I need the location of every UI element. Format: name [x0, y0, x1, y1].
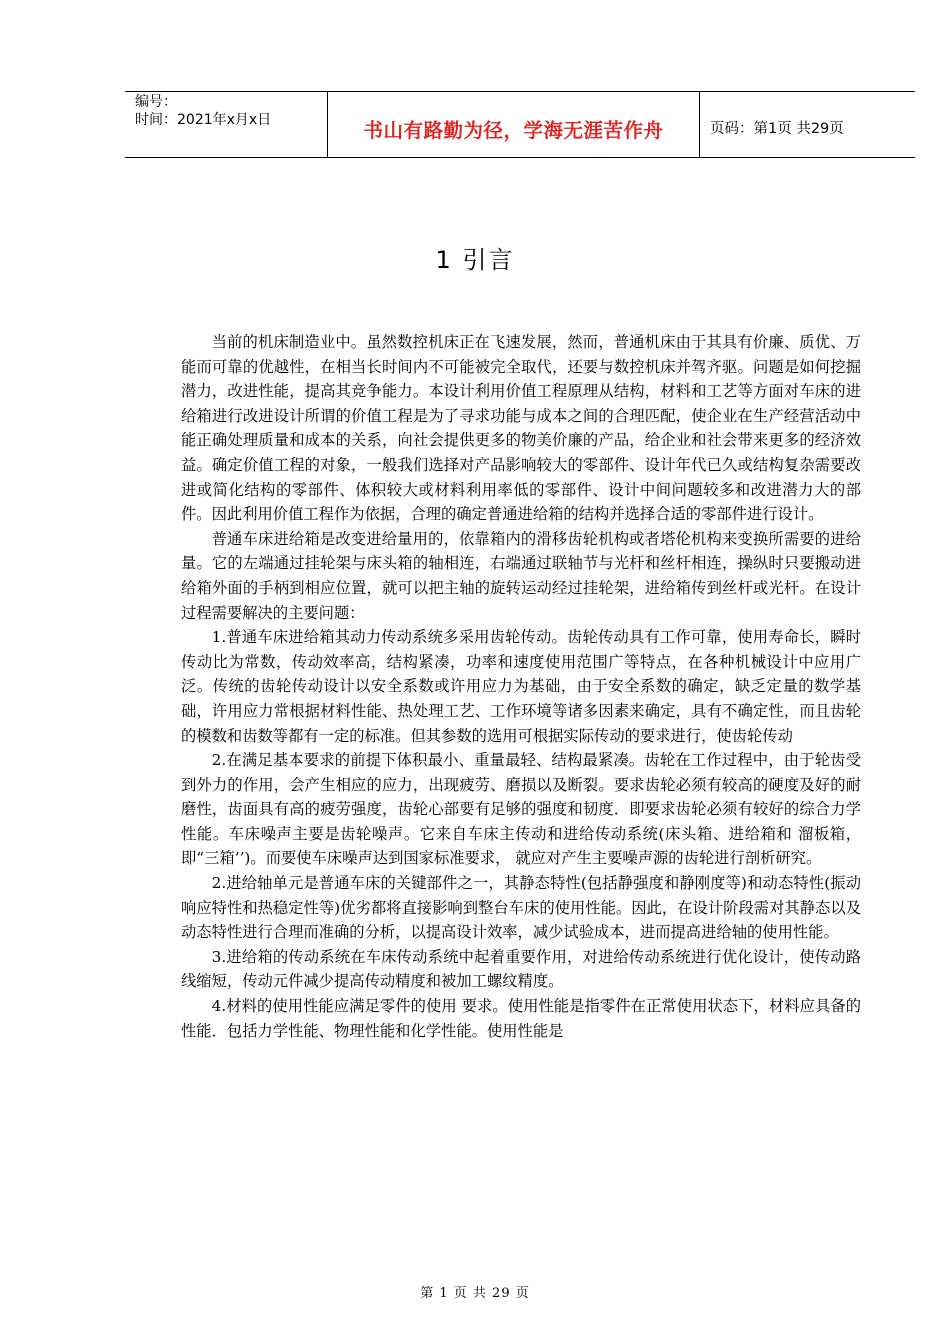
- document-time-label: 时间：2021年x月x日: [135, 112, 272, 128]
- paragraph-4: 2.在满足基本要求的前提下体积最小、重量最轻、结构最紧凑。齿轮在工作过程中，由于轮齿受到外力的作用，会产生相应的应力，出现疲劳、磨损以及断裂。要求齿轮必须有较高的硬度及好的耐磨性，齿面具有高的疲劳强度，齿轮心部要有足够的强度和韧度．即要求齿轮必须有较好的综合力学性能。车床噪声主要是齿轮噪声。它来自车床主传动和进给传动系统(床头箱、进给箱和 溜板箱，即“三箱’’)。而要使车床噪声达到国家标准要求， 就应对产生主要噪声源的齿轮进行剖析研究。: [181, 751, 861, 868]
- paragraph-6: 3.进给箱的传动系统在车床传动系统中起着重要作用，对进给传动系统进行优化设计，使传动路线缩短，传动元件减少提高传动精度和被加工螺纹精度。: [181, 947, 861, 991]
- paragraph-7: 4.材料的使用性能应满足零件的使用 要求。使用性能是指零件在正常使用状态下，材料应具备的性能．包括力学性能、物理性能和化学性能。使用性能是: [181, 997, 861, 1040]
- header-meta-cell: [125, 92, 327, 157]
- paragraph-2: 普通车床进给箱是改变进给量用的，依靠箱内的滑移齿轮机构或者塔伦机构来变换所需要的进给量。它的左端通过挂轮架与床头箱的轴相连，右端通过联轴节与光杆和丝杆相连，操纵时只要搬动进给箱外面的手柄到相应位置，就可以把主轴的旋转运动经过挂轮架，进给箱传到丝杆或光杆。在设计过程需要解决的主要问题：: [181, 529, 861, 622]
- body-text: [181, 330, 861, 1043]
- page-footer: 第 1 页 共 29 页: [420, 1286, 530, 1301]
- paragraph-1: 当前的机床制造业中。虽然数控机床正在飞速发展，然而，普通机床由于其具有价廉、质优、万能而可靠的优越性，在相当长时间内不可能被完全取代，还要与数控机床并驾齐驱。问题是如何挖掘潜力，改进性能，提高其竞争能力。本设计利用价值工程原理从结构，材料和工艺等方面对车床的进给箱进行改进设计所谓的价值工程是为了寻求功能与成本之间的合理匹配，使企业在生产经营活动中能正确处理质量和成本的关系，向社会提供更多的物美价廉的产品，给企业和社会带来更多的经济效益。确定价值工程的对象，一般我们选择对产品影响较大的零部件、设计年代已久或结构复杂需要改进或简化结构的零部件、体积较大或材料利用率低的零部件、设计中间问题较多和改进潜力大的部件。因此利用价值工程作为依据，合理的确定普通进给箱的结构并选择合适的零部件进行设计。: [181, 333, 861, 524]
- header-page-cell: [700, 92, 915, 157]
- paragraph-5: 2.进给轴单元是普通车床的关键部件之一，其静态特性(包括静强度和静刚度等)和动态特性(振动响应特性和热稳定性等)优劣都将直接影响到整台车床的使用性能。因此，在设计阶段需对其静态以及动态特性进行合理而准确的分析，以提高设计效率，减少试验成本，进而提高进给轴的使用性能。: [181, 874, 861, 942]
- header-page-number: 页码：第1页 共29页: [710, 121, 844, 137]
- header-motto: 书山有路勤为径，学海无涯苦作舟: [363, 119, 664, 142]
- section-title: 1 引言: [435, 246, 515, 274]
- header-table: [125, 91, 915, 158]
- paragraph-3: 1.普通车床进给箱其动力传动系统多采用齿轮传动。齿轮传动具有工作可靠，使用寿命长，瞬时传动比为常数，传动效率高，结构紧凑，功率和速度使用范围广等特点，在各种机械设计中应用广泛。传统的齿轮传动设计以安全系数或许用应力为基础，由于安全系数的确定，缺乏定量的数学基础，许用应力常根据材料性能、热处理工艺、工作环境等诸多因素来确定，具有不确定性，而且齿轮的模数和齿数等都有一定的标准。但其参数的选用可根据实际传动的要求进行，使齿轮传动: [181, 628, 861, 745]
- document-number-label: 编号：: [135, 94, 177, 110]
- header-motto-cell: [327, 92, 700, 157]
